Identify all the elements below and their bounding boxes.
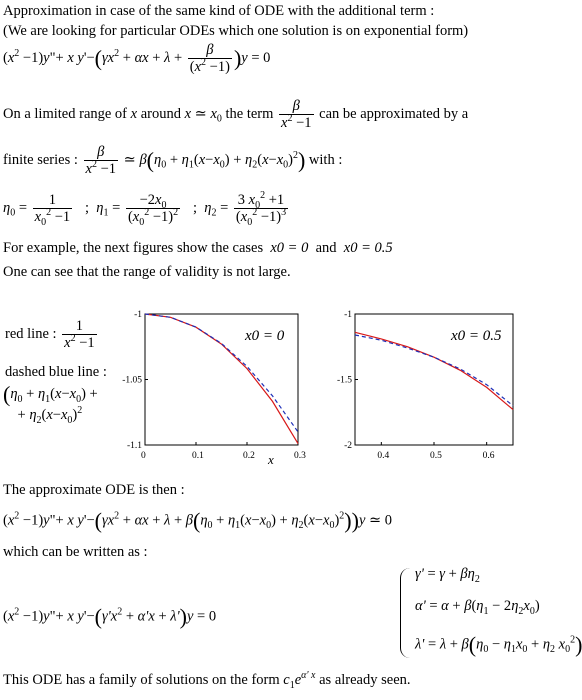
chart-x0-0-5 xyxy=(325,308,520,468)
y-tick-label: -1 xyxy=(134,310,142,320)
gamma-prime-def: $\gamma' = \gamma + \beta\eta_2$ xyxy=(415,566,480,585)
limited-range-line: On a limited range of x around x ≃ $x_0$ the term $\frac{\beta}{x^2 -1}$ can be approximated by a xyxy=(3,98,469,131)
approx-ode-line: The approximate ODE is then : xyxy=(3,482,185,498)
reduced-ode-equation: ($x^2$ −1)y"+ x $y'-(\gamma'x^2 + \alpha'x + \lambda')y = 0$ xyxy=(3,604,217,629)
intro-line-2: (We are looking for particular ODEs which one solution is on exponential form) xyxy=(3,23,469,39)
chart-x0-0 xyxy=(115,308,310,468)
chart-case-label: x0 = 0 xyxy=(245,328,285,344)
alpha-prime-def: $\alpha' = \alpha + \beta(\eta_1 - 2\eta_2x_0)$ xyxy=(415,598,540,617)
y-tick-label: -2 xyxy=(344,441,352,451)
finite-series-line: finite series : $\frac{\beta}{x^2 -1}$ ≃ $\beta(\eta_0 + \eta_1(x-x_0) + \eta_2(x-x_0)^2)$ with : xyxy=(3,144,343,177)
x-tick-label: 0.1 xyxy=(192,451,204,461)
x-tick-label: 0.2 xyxy=(243,451,255,461)
chart-case-label: x0 = 0.5 xyxy=(451,328,502,344)
y-tick-label: -1.1 xyxy=(126,441,142,451)
validity-line: One can see that the range of validity is not large. xyxy=(3,264,291,280)
family-line: This ODE has a family of solutions on the form $c_1e^{\alpha' x}$ as already seen. xyxy=(3,670,411,691)
x-axis-label: x xyxy=(268,452,274,467)
intro-line-1: Approximation in case of the same kind of ODE with the additional term : xyxy=(3,3,435,19)
x-tick-label: 0.3 xyxy=(294,451,306,461)
ode-with-additional-term: ($x^2$ −1)y"+ x $y'-(\gamma x^2 + \alpha x + \lambda$ + $\frac{\beta}{(x^2 -1)}$ )y = 0 xyxy=(3,42,271,75)
x-tick-label: 0.5 xyxy=(430,451,442,461)
x-tick-label: 0.4 xyxy=(377,451,390,461)
approx-ode-equation: ($x^2$ −1)y"+ x $y'-(\gamma x^2 + \alpha x + \lambda + \beta(\eta_0 + \eta_1(x-x_0) + \eta_2(x-x_0)^2))y$ ≃ 0 xyxy=(3,508,393,533)
dashed-blue-series xyxy=(355,335,513,406)
x-tick-label: 0.6 xyxy=(482,451,495,461)
lambda-prime-def: $\lambda' = \lambda + \beta(\eta_0 - \eta_1x_0 + \eta_2$ $x_0^2$) xyxy=(415,632,582,657)
eta-definitions: $\eta_0$ = $\frac{1}{x_0^2 -1}$ ; $\eta_1$ = $\frac{-2x_0}{(x_0^2 -1)^2}$ ; $\eta_2$ = $\frac{3 x_0^2 +1}{(x_0^2 -1)^3}$ xyxy=(3,190,287,228)
y-tick-label: -1.5 xyxy=(336,375,352,386)
case-2: x0 = 0.5 xyxy=(343,240,393,256)
dashed-blue-line-formula: ($\eta_0 + \eta_1(x-x_0)$ + + $\eta_2(x-x_0)^2$ xyxy=(3,381,98,426)
dashed-blue-line-legend-label: dashed blue line : xyxy=(5,364,107,380)
example-line: For example, the next figures show the cases x0 = 0 and x0 = 0.5 xyxy=(3,240,393,256)
x-tick-label: 0 xyxy=(141,451,146,461)
red-line-legend: red line : $\frac{1}{x^2 -1}$ xyxy=(5,318,95,351)
parameter-system xyxy=(400,566,582,658)
case-1: x0 = 0 xyxy=(270,240,309,256)
y-tick-label: -1 xyxy=(344,310,352,320)
y-tick-label: -1.05 xyxy=(122,375,142,386)
written-as-line: which can be written as : xyxy=(3,544,148,560)
